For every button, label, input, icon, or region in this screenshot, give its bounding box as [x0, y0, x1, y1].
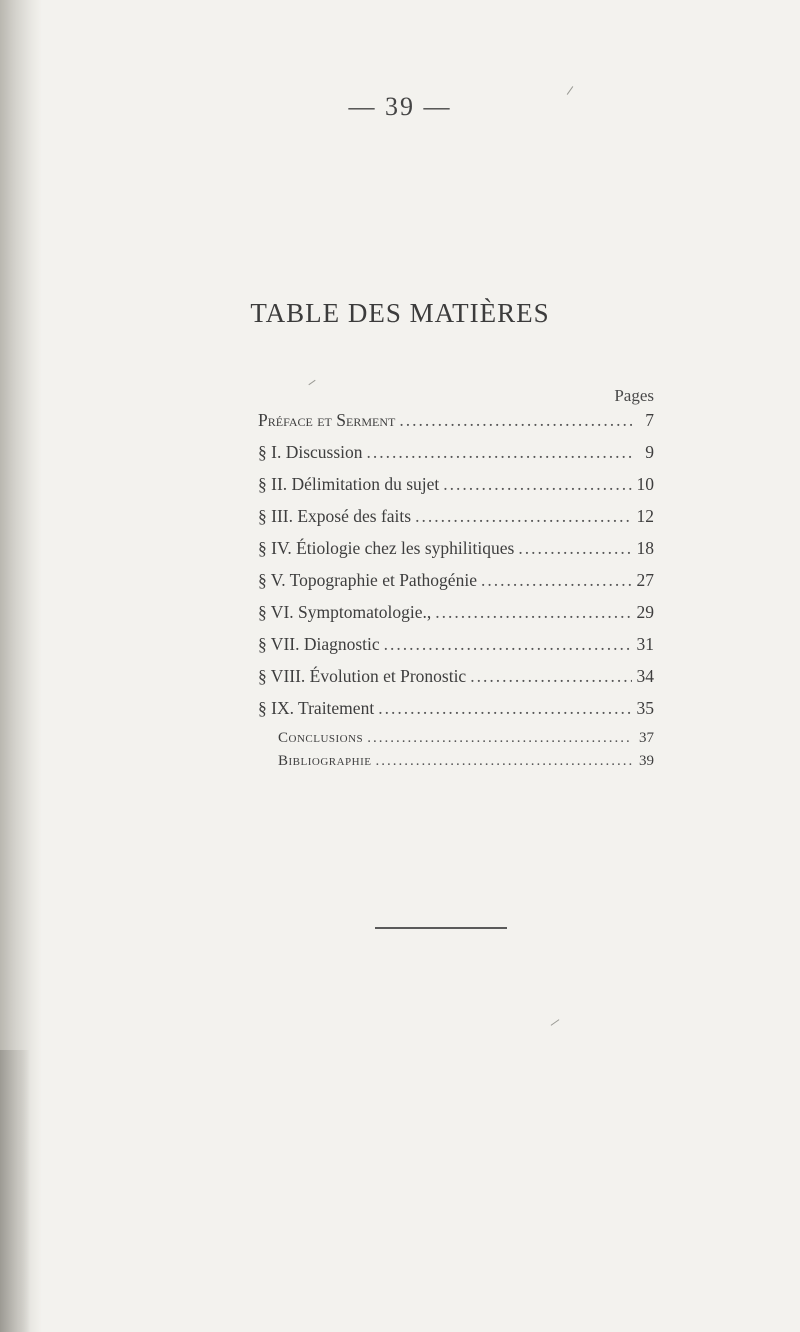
toc-entry-traitement — [258, 698, 654, 730]
toc-entry-label: § VIII. Évolution et Pronostic — [258, 666, 467, 686]
toc-entry-page: 37 — [639, 730, 654, 746]
dot-leader — [378, 698, 632, 719]
toc-entry-expose — [258, 506, 654, 538]
toc-entry-delimitation — [258, 474, 654, 506]
dot-leader — [367, 730, 632, 747]
page-number: — 39 — — [348, 92, 452, 121]
toc-entry-label: § IV. Étiologie chez les syphilitiques — [258, 538, 515, 558]
toc-entry-page: 27 — [636, 570, 654, 590]
toc-entry-label: § V. Topographie et Pathogénie — [258, 570, 477, 590]
toc-entry-page: 7 — [645, 410, 654, 430]
toc-entry-page: 39 — [639, 753, 654, 769]
toc-entry-etiologie — [258, 538, 654, 570]
toc-entry-label: Préface et Serment — [258, 410, 396, 430]
toc-entry-page: 35 — [636, 698, 654, 718]
pages-column-header: Pages — [614, 386, 654, 405]
horizontal-rule — [375, 927, 507, 929]
toc-entry-page: 18 — [636, 538, 654, 558]
dot-leader — [435, 602, 632, 623]
toc-entry-page: 29 — [636, 602, 654, 622]
page-edge-shadow-bottom — [0, 1050, 30, 1332]
dot-leader — [481, 570, 632, 591]
toc-entry-label: § III. Exposé des faits — [258, 506, 412, 526]
toc-entry-page: 9 — [645, 442, 654, 462]
toc-entry-symptomatologie — [258, 602, 654, 634]
toc-entry-page: 12 — [636, 506, 654, 526]
toc-entry-discussion — [258, 442, 654, 474]
toc-entry-label: Bibliographie — [278, 753, 372, 769]
toc-entry-label: § VII. Diagnostic — [258, 634, 380, 654]
dot-leader — [415, 506, 632, 527]
table-of-contents — [258, 410, 654, 776]
dot-leader — [384, 634, 632, 655]
toc-entry-bibliographie — [258, 753, 654, 776]
dot-leader — [367, 442, 632, 463]
paper-speck — [551, 1019, 560, 1026]
toc-entry-preface — [258, 410, 654, 442]
dot-leader — [399, 410, 632, 431]
toc-entry-page: 10 — [636, 474, 654, 494]
dot-leader — [470, 666, 632, 687]
dot-leader — [376, 753, 633, 770]
dot-leader — [518, 538, 632, 559]
toc-entry-diagnostic — [258, 634, 654, 666]
toc-entry-conclusions — [258, 730, 654, 753]
toc-entry-page: 34 — [636, 666, 654, 686]
toc-entry-label: § IX. Traitement — [258, 698, 375, 718]
page-title: TABLE DES MATIÈRES — [250, 298, 550, 328]
toc-entry-label: § VI. Symptomatologie., — [258, 602, 432, 622]
toc-entry-label: Conclusions — [278, 730, 364, 746]
paper-speck — [308, 380, 315, 385]
dot-leader — [443, 474, 632, 495]
toc-entry-topographie — [258, 570, 654, 602]
toc-entry-evolution — [258, 666, 654, 698]
toc-entry-label: § II. Délimitation du sujet — [258, 474, 440, 494]
toc-entry-label: § I. Discussion — [258, 442, 363, 462]
toc-entry-page: 31 — [636, 634, 654, 654]
